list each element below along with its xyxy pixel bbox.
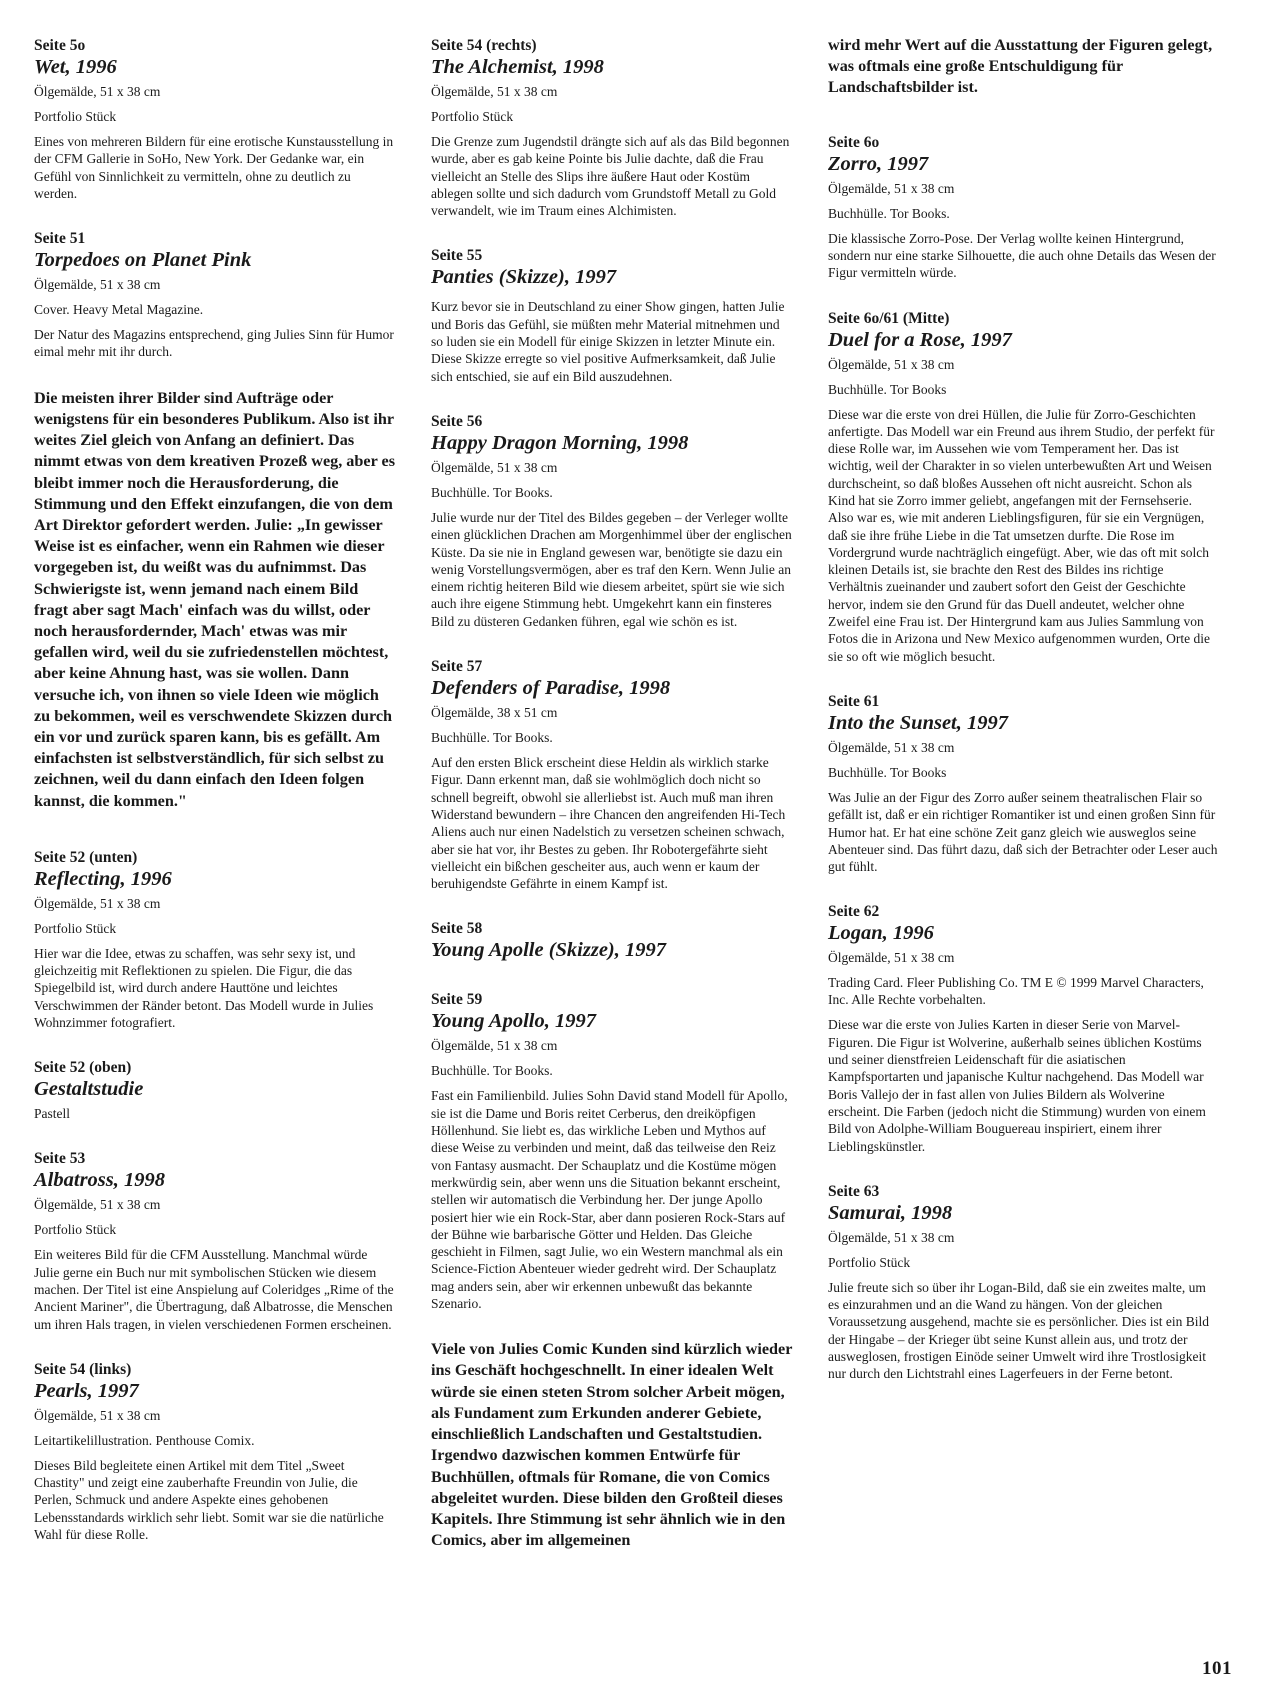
artwork-description: Ein weiteres Bild für die CFM Ausstellung. Manchmal würde Julie gerne ein Buch nur mit symbolischen Stücken wie diesem machen. Der Titel ist eine Anspielung auf Coleridges „Rime of the Ancient Mariner", die Übertragung, daß Albatrosse, die Menschen um ihren Hals tragen, in vielen verschiedenen Formen erscheinen. bbox=[34, 1247, 394, 1332]
artwork-title: Pearls, 1997 bbox=[34, 1379, 139, 1402]
artwork-entry bbox=[828, 692, 1218, 875]
medium-size: Ölgemälde, 51 x 38 cm bbox=[431, 459, 558, 475]
column-left bbox=[34, 36, 396, 1570]
artwork-title: Albatross, 1998 bbox=[34, 1169, 165, 1192]
page-reference: Seite 61 bbox=[828, 692, 880, 710]
artwork-description: Auf den ersten Blick erscheint diese Heldin als wirklich starke Figur. Dann erkennt man, daß sie wohlmöglich doch nicht so schnell begreift, obwohl sie allerliebst ist. Auch muß man ihren Widerstand bewundern – ihre Chancen den angreifenden Hi-Tech Aliens auch nur einen Nadelstich zu versetzen scheinen schwach, aber sie hat vor, ihr Bestes zu geben. Ihr Robotergefährte sieht vielleicht ein bißchen gescheiter aus, auch wenn er kaum der beruhigendste Gefährte in einem Kampf ist. bbox=[431, 755, 786, 892]
publication-info: Portfolio Stück bbox=[34, 920, 117, 936]
artwork-description: Eines von mehreren Bildern für eine erotische Kunstausstellung in der CFM Gallerie in SoHo, New York. Der Gedanke war, ein Gefühl von Sinnlichkeit zu vermitteln, ohne zu deutlich zu werden. bbox=[34, 134, 394, 201]
artwork-title: Gestaltstudie bbox=[34, 1078, 144, 1101]
medium-size: Ölgemälde, 51 x 38 cm bbox=[34, 1197, 161, 1213]
medium-size: Ölgemälde, 51 x 38 cm bbox=[431, 1038, 558, 1054]
medium-size: Ölgemälde, 51 x 38 cm bbox=[431, 84, 558, 99]
medium-size: Ölgemälde, 51 x 38 cm bbox=[34, 84, 161, 99]
artwork-title: Panties (Skizze), 1997 bbox=[431, 266, 617, 289]
artwork-title: Reflecting, 1996 bbox=[34, 867, 172, 890]
artwork-description: Diese war die erste von Julies Karten in dieser Serie von Marvel-Figuren. Die Figur ist Wolverine, außerhalb seines üblichen Kostüms und seiner dienstfreien Leidenschaft für die asiatischen Kampfsportarten und japanische Kultur nachgehend. Das Modell war Boris Vallejo der in fast allen von Julies Bildern als Wolverine erscheint. Die Farben (jedoch nicht die Stimmung) wurden von einem Bild von Adolphe-William Bouguereau inspiriert, einem ihrer Lieblingskünstler. bbox=[828, 1017, 1206, 1154]
medium-size: Ölgemälde, 51 x 38 cm bbox=[34, 277, 161, 293]
page-reference: Seite 55 bbox=[431, 247, 483, 265]
artwork-title: Torpedoes on Planet Pink bbox=[34, 249, 252, 272]
artwork-title: Happy Dragon Morning, 1998 bbox=[431, 431, 689, 454]
artwork-title: Zorro, 1997 bbox=[828, 152, 929, 175]
page-reference: Seite 59 bbox=[431, 991, 483, 1009]
page-reference: Seite 54 (links) bbox=[34, 1360, 132, 1378]
publication-info: Portfolio Stück bbox=[34, 109, 117, 124]
page-reference: Seite 51 bbox=[34, 230, 86, 248]
column-right bbox=[828, 36, 1218, 1410]
essay-paragraph: Die meisten ihrer Bilder sind Aufträge oder wenigstens für ein besonderes Publikum. Also ist ihr weites Ziel gleich von Anfang an definiert. Das nimmt etwas von dem kreativen Prozeß weg, aber es bleibt immer noch die Herausforderung, die Stimmung und den Effekt einzufangen, die von dem Art Direktor gefordert werden. Julie: „In gewisser Weise ist es einfacher, wenn ein Rahmen wie dieser vorgegeben ist, du weißt was du aufnimmst. Das Schwierigste ist, wenn jemand nach einem Bild fragt aber sagt Mach' einfach was du willst, oder noch herausfordernder, Mach' etwas was mir gefallen wird, weil du sie zufriedenstellen möchtest, aber keine Ahnung hast, was sie wollen. Dann versuche ich, von ihnen so viele Ideen wie möglich zu bekommen, weil es verschwendete Skizzen durch ein vor und zurück sparen kann, bis es gefällt. Am einfachsten ist selbstverständlich, für sich selbst zu zeichnen, weil du dann einfach den Ideen folgen kannst, die kommen." bbox=[34, 388, 396, 810]
publication-info: Trading Card. Fleer Publishing Co. TM E © 1999 Marvel Characters, Inc. Alle Rechte vorbehalten. bbox=[828, 975, 1204, 1008]
artwork-title: Logan, 1996 bbox=[828, 922, 934, 945]
artwork-title: The Alchemist, 1998 bbox=[431, 56, 604, 78]
artwork-entry bbox=[34, 36, 396, 202]
artwork-description: Julie wurde nur der Titel des Bildes gegeben – der Verleger wollte einen glücklichen Drachen am Morgenhimmel über der englischen Küste. Da sie nie in England gewesen war, benötigte sie dazu ein wenig Vorstellungsvermögen, aber es traf den Kern. Wenn Julie an einem richtig heiteren Bild wie diesem arbeitet, spürt sie wie sich auch ihre eigene Stimmung hebt. Umgekehrt kann ein finsteres Bild zu düsteren Gedanken führen, egal wie schön es ist. bbox=[431, 509, 792, 629]
page-reference: Seite 53 bbox=[34, 1150, 86, 1168]
medium-size: Ölgemälde, 51 x 38 cm bbox=[828, 1229, 955, 1245]
artwork-title: Defenders of Paradise, 1998 bbox=[431, 677, 671, 700]
medium-size: Pastell bbox=[34, 1106, 70, 1122]
essay-paragraph: wird mehr Wert auf die Ausstattung der Figuren gelegt, was oftmals eine große Entschuldigung für Landschaftsbilder ist. bbox=[828, 36, 1213, 97]
page-reference: Seite 6o/61 (Mitte) bbox=[828, 309, 950, 327]
publication-info: Buchhülle. Tor Books. bbox=[431, 730, 553, 746]
publication-info: Cover. Heavy Metal Magazine. bbox=[34, 302, 204, 318]
artwork-entry bbox=[34, 1360, 396, 1543]
artwork-description: Was Julie an der Figur des Zorro außer seinem theatralischen Flair so gefällt ist, daß er ein richtiger Romantiker ist und einen großen Sinn für Humor hat. Er hat eine schöne Zeit ganz gleich wie ausweglos seine Abenteuer sind. Das führt dazu, daß sich der Betrachter oder Leser auch gut fühlt. bbox=[828, 789, 1218, 875]
artwork-entry bbox=[828, 1182, 1218, 1383]
page-reference: Seite 52 (unten) bbox=[34, 848, 138, 866]
artwork-description: Diese war die erste von drei Hüllen, die Julie für Zorro-Geschichten anfertigte. Das Modell war ein Freund aus ihrem Studio, der perfekt für diese Rolle war, im Aussehen wie vom Temperament her. Das ist wichtig, weil der Charakter in so vielen unterbewußten Art und Weisen durchscheint, so daß bloßes Aussehen oft nicht ausreicht. Schon als Kind hat sie Zorro immer geliebt, angefangen mit der Fernsehserie. Also war es, wie mit anderen Lieblingsfiguren, für sie ein Vergnügen, daß sie ihre frühe Liebe in die Tat umsetzen durfte. Die Rose im Vordergrund wurde nachträglich eingefügt. Aber, wie das oft mit solch kleinen Details ist, sie brachte den Rest des Bildes ins richtige Verhältnis zueinander und zaubert sofort den Geist der Geschichte hervor, indem sie den Grund für das Duell andeutet, welcher ohne Zweifel eine Frau ist. Der Hintergrund kam aus Julies Sammlung von Fotos die in Arizona und New Mexico aufgenommen wurden, Orte die sie so oft wie möglich besucht. bbox=[828, 406, 1215, 664]
medium-size: Ölgemälde, 38 x 51 cm bbox=[431, 705, 558, 721]
artwork-description: Dieses Bild begleitete einen Artikel mit dem Titel „Sweet Chastity" und zeigt eine zauberhafte Freundin von Julie, die Perlen, Schmuck und andere Aspekte eines gehobenen Lebensstandards wirklich sehr liebt. Somit war sie die natürliche Wahl für diese Rolle. bbox=[34, 1457, 384, 1542]
publication-info: Leitartikelillustration. Penthouse Comix. bbox=[34, 1432, 255, 1448]
medium-size: Ölgemälde, 51 x 38 cm bbox=[828, 356, 955, 372]
artwork-entry bbox=[34, 1058, 396, 1122]
medium-size: Ölgemälde, 51 x 38 cm bbox=[828, 739, 955, 755]
publication-info: Buchhülle. Tor Books bbox=[828, 381, 947, 397]
artwork-description: Die Grenze zum Jugendstil drängte sich auf als das Bild begonnen wurde, aber es gab keine Pointe bis Julie dachte, daß die Frau vielleicht an Stelle des Slips ihre äußere Haut oder Kostüm ablegen sollte und sich dadurch vom Grundstoff Metall zu Gold verwandelt, wie im Traum eines Alchimisten. bbox=[431, 134, 790, 219]
artwork-description: Hier war die Idee, etwas zu schaffen, was sehr sexy ist, und gleichzeitig mit Reflektionen zu spielen. Die Figur, die das Spiegelbild ist, wird durch andere Hauttöne und leichtes Verschwimmen der Ränder betont. Das Modell wurde in Julies Wohnzimmer fotografiert. bbox=[34, 945, 374, 1031]
artwork-entry bbox=[431, 919, 793, 963]
page-reference: Seite 6o bbox=[828, 133, 880, 151]
publication-info: Buchhülle. Tor Books. bbox=[431, 1063, 553, 1079]
page-reference: Seite 58 bbox=[431, 920, 483, 938]
artwork-entry bbox=[431, 412, 793, 630]
artwork-title: Samurai, 1998 bbox=[828, 1201, 953, 1224]
artwork-title: Wet, 1996 bbox=[34, 56, 117, 78]
column-middle bbox=[431, 36, 793, 1587]
artwork-title: Young Apollo, 1997 bbox=[431, 1010, 596, 1033]
page-reference: Seite 5o bbox=[34, 37, 86, 54]
essay-paragraph: Viele von Julies Comic Kunden sind kürzlich wieder ins Geschäft hochgeschnellt. In einer idealen Welt würde sie einen steten Strom solcher Arbeit mögen, als Fundament zum Erkunden anderer Gebiete, einschließlich Landschaften und Gestaltstudien. Irgendwo dazwischen kommen Entwürfe für Buchhüllen, oftmals für Romane, die von Comics abgeleitet wurden. Diese bilden den Großteil dieses Kapitels. Ihre Stimmung ist sehr ähnlich wie in den Comics, aber im allgemeinen bbox=[431, 1340, 793, 1550]
medium-size: Ölgemälde, 51 x 38 cm bbox=[828, 180, 955, 196]
artwork-entry bbox=[34, 229, 396, 361]
page-reference: Seite 63 bbox=[828, 1182, 880, 1200]
artwork-entry bbox=[828, 902, 1218, 1154]
publication-info: Buchhülle. Tor Books. bbox=[431, 484, 553, 500]
artwork-description: Fast ein Familienbild. Julies Sohn David stand Modell für Apollo, sie ist die Dame und Boris reitet Cerberus, den dreiköpfigen Höllenhund. Sie liebt es, das wirkliche Leben und Mythos auf diese Weise zu verbinden und meint, daß das teilweise den Reiz von Fantasy ausmacht. Der Schauplatz und die Kostüme mögen merkwürdig sein, aber wenn uns die Situation bekannt erscheint, stellen wir automatisch die Verbindung her. Der junge Apollo posiert hier wie ein Rock-Star, aber dann posieren Rock-Stars auf der Bühne wie barbarische Götter und Helden. Das Gleiche geschieht in Filmen, sagt Julie, wo ein Western manchmal als ein Science-Fiction Abenteuer wieder gedreht wird. Der Schauplatz mag anders sein, aber wir erkennen unbewußt das bekannte Szenario. bbox=[431, 1088, 788, 1311]
artwork-description: Der Natur des Magazins entsprechend, ging Julies Sinn für Humor eimal mehr mit ihr durch. bbox=[34, 327, 394, 360]
artwork-title: Duel for a Rose, 1997 bbox=[828, 328, 1012, 351]
artwork-entry bbox=[431, 990, 793, 1312]
artwork-entry bbox=[828, 133, 1218, 282]
page-reference: Seite 62 bbox=[828, 903, 880, 921]
artwork-entry bbox=[34, 848, 396, 1031]
publication-info: Buchhülle. Tor Books. bbox=[828, 205, 950, 221]
artwork-title: Young Apolle (Skizze), 1997 bbox=[431, 939, 667, 962]
publication-info: Portfolio Stück bbox=[828, 1254, 911, 1270]
page-reference: Seite 52 (oben) bbox=[34, 1059, 132, 1077]
page-reference: Seite 54 (rechts) bbox=[431, 37, 537, 54]
medium-size: Ölgemälde, 51 x 38 cm bbox=[828, 950, 955, 966]
artwork-entry bbox=[34, 1149, 396, 1332]
publication-info: Buchhülle. Tor Books bbox=[828, 764, 947, 780]
page-number: 101 bbox=[1202, 1658, 1232, 1679]
medium-size: Ölgemälde, 51 x 38 cm bbox=[34, 1407, 161, 1423]
publication-info: Portfolio Stück bbox=[34, 1222, 117, 1238]
artwork-entry bbox=[828, 309, 1218, 665]
artwork-entry bbox=[431, 246, 793, 384]
artwork-entry bbox=[431, 657, 793, 892]
medium-size: Ölgemälde, 51 x 38 cm bbox=[34, 895, 161, 911]
artwork-entry bbox=[431, 36, 793, 219]
page-reference: Seite 56 bbox=[431, 412, 483, 430]
page-reference: Seite 57 bbox=[431, 658, 483, 676]
artwork-description: Julie freute sich so über ihr Logan-Bild, daß sie ein zweites malte, um es einzurahmen und an die Wand zu hängen. Von der gleichen Voraussetzung ausgehend, machte sie es persönlicher. Dies ist ein Bild der Hingabe – der Krieger übt seine Kunst allein aus, und trotz der ausweglosen, frostigen Einöde seiner Umwelt wird ihre Trostlosigkeit nur durch den Lichtstrahl eines Lagerfeuers in der Ferne betont. bbox=[828, 1279, 1210, 1382]
artwork-description: Die klassische Zorro-Pose. Der Verlag wollte keinen Hintergrund, sondern nur eine starke Silhouette, die auch ohne Details das Wesen der Figur vermitteln würde. bbox=[828, 230, 1216, 281]
artwork-title: Into the Sunset, 1997 bbox=[828, 711, 1008, 734]
artwork-description: Kurz bevor sie in Deutschland zu einer Show gingen, hatten Julie und Boris das Gefühl, sie müßten mehr Material mitnehmen und so luden sie ein Modell für einige Skizzen in letzter Minute ein. Diese Skizze erregte so viel positive Aufmerksamkeit, daß Julie sich entschied, sie auf ein Bild auszudehnen. bbox=[431, 299, 785, 384]
publication-info: Portfolio Stück bbox=[431, 109, 514, 124]
